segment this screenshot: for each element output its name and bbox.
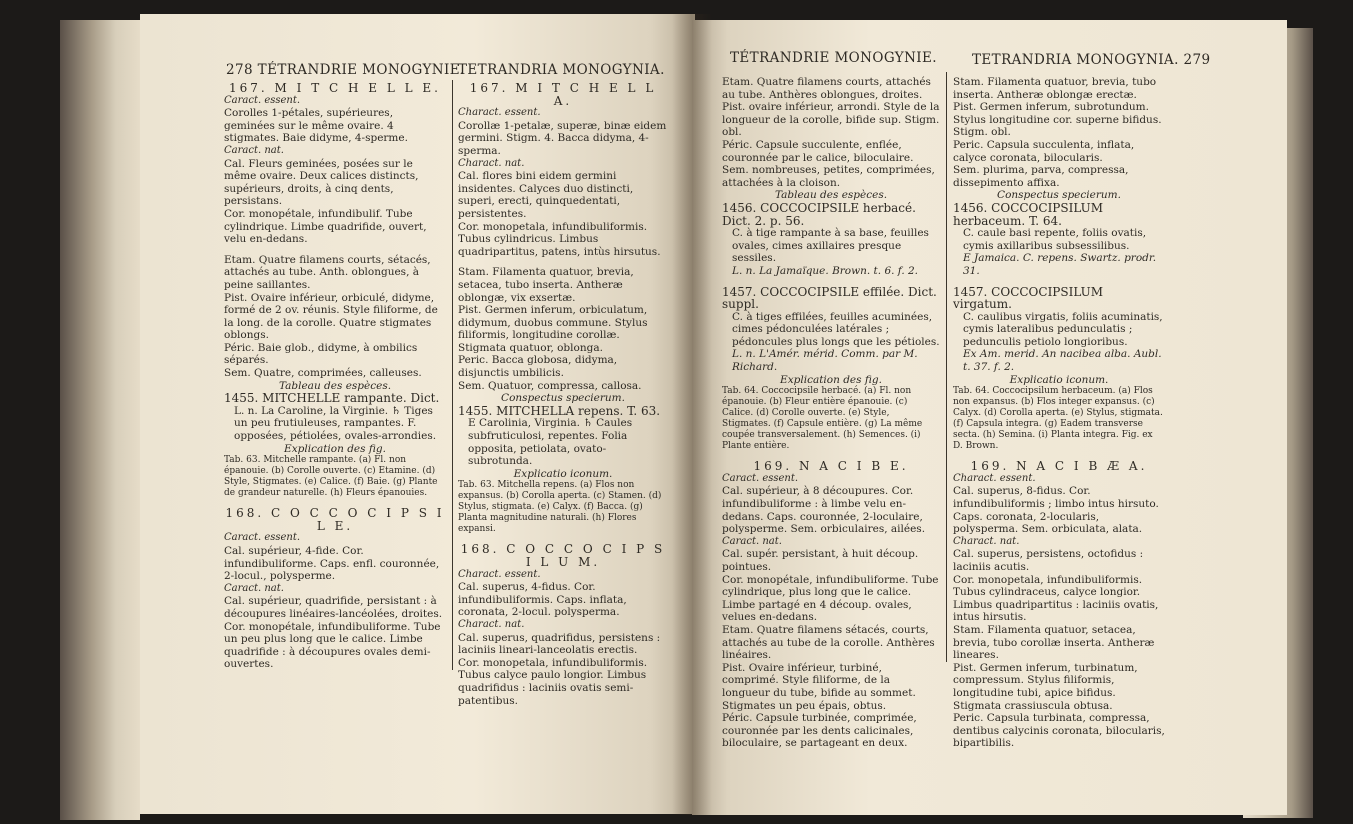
species-entry: 1457. COCCOCIPSILE effilée. Dict. suppl.	[722, 284, 937, 312]
genus-title: 168. C O C C O C I P S I L E.	[225, 506, 445, 533]
species-entry: 1455. MITCHELLE rampante. Dict.	[224, 391, 440, 406]
column-divider-left	[452, 80, 453, 670]
genus-title: 169. N A C I B Æ A.	[970, 459, 1148, 474]
genus-title: 167. M I T C H E L L E.	[229, 81, 441, 95]
figure-explanation: Tab. 63. Mitchelle rampante. (a) Fl. non épanouie. (b) Corolle ouverte. (c) Etamine. (d) Style, Stigmates. (e) Calice. (f) Baie. (g) Plante de grandeur naturelle. (h) Fleurs épanouies.	[224, 455, 438, 499]
right-fr-column: Etam. Quatre filamens courts, attachés au tube. Anthères oblongues, droites. Pist. ovaire inférieur, arrondi. Style de la longueur de la corolle, bifide sup. Stigm. obl. Péric. Capsule succulente, enflée, couronnée par le calice, biloculaire. Sem. nombreuses, petites, comprimées, attachées à la cloison. Tableau des espèces. 1456. COCCOCIPSILE herbacé. Dict. 2. p. 56. C. à tige rampante à sa base, feuilles ovales, cimes axillaires presque sessiles. L. n. La Jamaïque. Brown. t. 6. f. 2. 1457. COCCOCIPSILE effilée. Dict. suppl. C. à tiges effilées, feuilles acuminées, cimes pédonculées latérales ; pédoncules plus longs que les pétioles. L. n. L'Amér. mérid. Comm. par M. Richard. Explication des fig. Tab. 64. Coccocipsile herbacé. (a) Fl. non épanouie. (b) Fleur entière épanouie. (c) Calice. (d) Corolle ouverte. (e) Style, Stigmates. (f) Capsule entière. (g) La même coupée transversalement. (h) Semences. (i) Plante entière. 169. N A C I B E. Caract. essent. Cal. supérieur, à 8 découpures. Cor. infundibuliforme : à limbe velu en-dedans. Caps. couronnée, 2-loculaire, polysperme. Sem. orbiculaires, ailées. Caract. nat. Cal. supér. persistant, à huit découp. pointues. Cor. monopétale, infundibuliforme. Tube cylindrique, plus long que le calice. Limbe partagé en 4 découp. ovales, velues en-dedans. Etam. Quatre filamens sétacés, courts, attachés au tube de la corolle. Anthères linéaires. Pist. Ovaire inférieur, turbiné, comprimé. Style filiforme, de la longueur du tube, bifide au sommet. Stigmates un peu épais, obtus. Péric. Capsule turbinée, comprimée, couronnée par les dents calicinales, biloculaire, se partageant en deux.	[722, 76, 940, 750]
left-header-fr: 278 TÉTRANDRIE MONOGYNIE.	[226, 62, 465, 78]
right-header-la: TETRANDRIA MONOGYNIA. 279	[972, 52, 1211, 68]
left-fr-column: 167. M I T C H E L L E. Caract. essent. Corolles 1-pétales, supérieures, geminées sur le même ovaire. 4 stigmates. Baie didyme, 4-sperme. Caract. nat. Cal. Fleurs geminées, posées sur le même ovaire. Deux calices distincts, supérieurs, droits, à cinq dents, persistans. Cor. monopétale, infundibulif. Tube cylindrique. Limbe quadrifide, ouvert, velu en-dedans. Etam. Quatre filamens courts, sétacés, attachés au tube. Anth. oblongues, à peine saillantes. Pist. Ovaire inférieur, orbiculé, didyme, formé de 2 ov. réunis. Style filiforme, de la long. de la corolle. Quatre stigmates oblongs. Péric. Baie glob., didyme, à ombilics séparés. Sem. Quatre, comprimées, calleuses. Tableau des espèces. 1455. MITCHELLE rampante. Dict. L. n. La Caroline, la Virginie. ♄ Tiges un peu frutiuleuses, rampantes. F. opposées, pétiolées, ovales-arrondies. Explication des fig. Tab. 63. Mitchelle rampante. (a) Fl. non épanouie. (b) Corolle ouverte. (c) Etamine. (d) Style, Stigmates. (e) Calice. (f) Baie. (g) Plante de grandeur naturelle. (h) Fleurs épanouies. 168. C O C C O C I P S I L E. Caract. essent. Cal. supérieur, 4-fide. Cor. infundibuliforme. Caps. enfl. couronnée, 2-locul., polysperme. Caract. nat. Cal. supérieur, quadrifide, persistant : à découpures linéaires-lancéolées, droites. Cor. monopétale, infundibuliforme. Tube un peu plus long que le calice. Limbe quadrifide : à découpures ovales demi-ouvertes.	[224, 81, 445, 671]
left-header-la: TETRANDRIA MONOGYNIA.	[458, 62, 665, 78]
genus-title: 168. C O C C O C I P S I L U M.	[460, 542, 666, 569]
figure-explanation: Tab. 64. Coccocipsilum herbaceum. (a) Flos non expansus. (b) Flos integer expansus. (c) Calyx. (d) Corolla aperta. (e) Stylus, stigmata. (f) Capsula integra. (g) Eadem transverse secta. (h) Semina. (i) Planta integra. Fig. ex D. Brown.	[953, 386, 1163, 452]
right-la-column: Stam. Filamenta quatuor, brevia, tubo inserta. Antheræ oblongæ erectæ. Pist. Germen inferum, subrotundum. Stylus longitudine cor. superne bifidus. Stigm. obl. Peric. Capsula succulenta, inflata, calyce coronata, bilocularis. Sem. plurima, parva, compressa, dissepimento affixa. Conspectus specierum. 1456. COCCOCIPSILUM herbaceum. T. 64. C. caule basi repente, foliis ovatis, cymis axillaribus subsessilibus. E Jamaica. C. repens. Swartz. prodr. 31. 1457. COCCOCIPSILUM virgatum. C. caulibus virgatis, foliis acuminatis, cymis lateralibus pedunculatis ; pedunculis petiolo longioribus. Ex Am. merid. An nacibea alba. Aubl. t. 37. f. 2. Explicatio iconum. Tab. 64. Coccocipsilum herbaceum. (a) Flos non expansus. (b) Flos integer expansus. (c) Calyx. (d) Corolla aperta. (e) Stylus, stigmata. (f) Capsula integra. (g) Eadem transverse secta. (h) Semina. (i) Planta integra. Fig. ex D. Brown. 169. N A C I B Æ A. Charact. essent. Cal. superus, 8-fidus. Cor. infundibuliformis ; limbo intus hirsuto. Caps. coronata, 2-locularis, polysperma. Sem. orbiculata, alata. Charact. nat. Cal. superus, persistens, octofidus : laciniis acutis. Cor. monopetala, infundibuliformis. Tubus cylindraceus, calyce longior. Limbus quadripartitus : laciniis ovatis, intus hirsutis. Stam. Filamenta quatuor, setacea, brevia, tubo corollæ inserta. Antheræ lineares. Pist. Germen inferum, turbinatum, compressum. Stylus filiformis, longitudine tubi, apice bifidus. Stigmata crassiuscula obtusa. Peric. Capsula turbinata, compressa, dentibus calycinis coronata, bilocularis, bipartibilis.	[953, 76, 1165, 750]
figure-explanation: Tab. 63. Mitchella repens. (a) Flos non expansus. (b) Corolla aperta. (c) Stamen. (d) Stylus, stigmata. (e) Calyx. (f) Bacca. (g) Planta magnitudine naturali. (h) Flores expansi.	[458, 480, 662, 535]
section-label: Caract. essent.	[224, 94, 301, 106]
genus-title: 167. M I T C H E L L A.	[469, 81, 657, 108]
spine-shadow	[672, 14, 712, 815]
figure-explanation: Tab. 64. Coccocipsile herbacé. (a) Fl. non épanouie. (b) Fleur entière épanouie. (c) Calice. (d) Corolle ouverte. (e) Style, Stigmates. (f) Capsule entière. (g) La même coupée transversalement. (h) Semences. (i) Plante entière.	[722, 386, 923, 452]
species-entry: 1456. COCCOCIPSILE herbacé. Dict. 2. p. 56.	[722, 200, 916, 228]
species-entry: 1455. MITCHELLA repens. T. 63.	[458, 403, 661, 418]
page-number-right: 279	[1183, 52, 1211, 68]
left-la-column: 167. M I T C H E L L A. Charact. essent. Corollæ 1-petalæ, superæ, binæ eidem germini. Stigm. 4. Bacca didyma, 4-sperma. Charact. nat. Cal. flores bini eidem germini insidentes. Calyces duo distincti, superi, erecti, quinquedentati, persistentes. Cor. monopetala, infundibuliformis. Tubus cylindricus. Limbus quadripartitus, patens, intùs hirsutus. Stam. Filamenta quatuor, brevia, setacea, tubo inserta. Antheræ oblongæ, vix exsertæ. Pist. Germen inferum, orbiculatum, didymum, duobus commune. Stylus filiformis, longitudine corollæ. Stigmata quatuor, oblonga. Peric. Bacca globosa, didyma, disjunctis umbilicis. Sem. Quatuor, compressa, callosa. Conspectus specierum. 1455. MITCHELLA repens. T. 63. E Carolinia, Virginia. ♄ Caules subfruticulosi, repentes. Folia opposita, petiolata, ovato-subrotunda. Explicatio iconum. Tab. 63. Mitchella repens. (a) Flos non expansus. (b) Corolla aperta. (c) Stamen. (d) Stylus, stigmata. (e) Calyx. (f) Bacca. (g) Planta magnitudine naturali. (h) Flores expansi. 168. C O C C O C I P S I L U M. Charact. essent. Cal. superus, 4-fidus. Cor. infundibuliformis. Caps. inflata, coronata, 2-locul. polysperma. Charact. nat. Cal. superus, quadrifidus, persistens : laciniis lineari-lanceolatis erectis. Cor. monopetala, infundibuliformis. Tubus calyce paulo longior. Limbus quadrifidus : laciniis ovatis semi-patentibus.	[458, 81, 667, 707]
genus-title: 169. N A C I B E.	[753, 459, 909, 474]
column-divider-right	[946, 72, 947, 662]
right-header-fr: TÉTRANDRIE MONOGYNIE.	[730, 50, 937, 66]
species-entry: 1456. COCCOCIPSILUM herbaceum. T. 64.	[953, 200, 1104, 228]
species-entry: 1457. COCCOCIPSILUM virgatum.	[953, 284, 1104, 312]
table-title: Tableau des espèces.	[278, 379, 392, 392]
page-edges-left	[60, 20, 140, 820]
page-number-left: 278	[226, 62, 253, 78]
